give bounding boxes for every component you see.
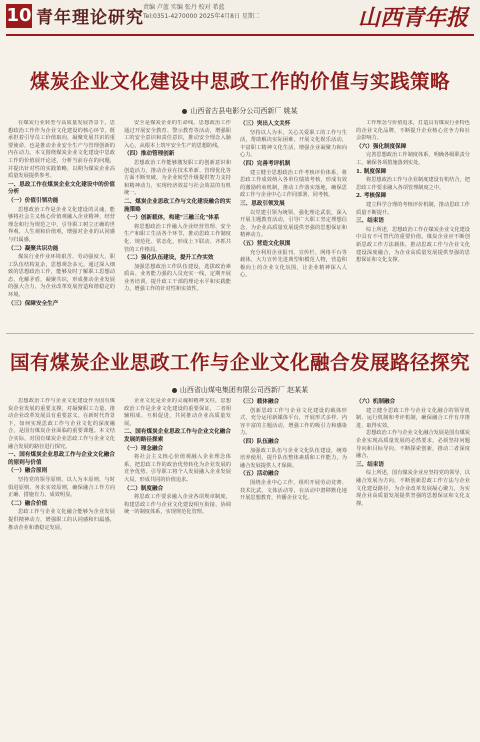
section-heading: （三）载体融合 <box>240 399 280 405</box>
article2-byline <box>0 385 480 395</box>
body-paragraph: 思政工作与企业文化融合能够为企业发展提供精神动力，增强职工的认同感和归属感，推动企业和谐稳定发展。 <box>8 509 115 531</box>
body-paragraph: 完善思想政治工作制度体系，明确各级职责分工，确保各项措施落到实处。 <box>356 152 470 166</box>
editor-info <box>143 3 260 21</box>
section-heading: （一）理念融合 <box>124 445 164 452</box>
header-rule <box>6 34 474 36</box>
section-heading: （三）突出人文关怀 <box>240 121 291 127</box>
section-heading: 三、结束语 <box>356 218 384 225</box>
body-paragraph: 煤炭行业作业环境艰苦、劳动强度大，职工队伍结构复杂，思想观念多元。通过深入细致的思想政治工作，能够及时了解职工思想动态，化解矛盾，凝聚共识，形成推动企业发展的强大合力，为企业改革发展营造和谐稳定的环境。 <box>8 254 115 299</box>
article1-column-1 <box>8 120 115 324</box>
section-title: 青年理论研究 <box>36 8 144 28</box>
body-paragraph: 工作理念与价值追求，打造具有煤炭行业特色的企业文化品牌，不断提升企业核心竞争力和社会影响力。 <box>356 120 470 142</box>
body-paragraph: 坚持党的领导原则、以人为本原则、与时俱进原则、务求实效原则，确保融合工作方向正确、措施有力、成效明显。 <box>8 476 115 499</box>
article1-title: 煤炭企业文化建设中思政工作的价值与实践策略 <box>29 70 450 93</box>
section-heading: （一）融合原则 <box>8 468 48 475</box>
body-paragraph: 建立健全思想政治工作考核评价体系，将思政工作成效纳入各单位绩效考核，形成有效的激励约束机制，推动工作落实落地，确保思政工作与企业中心工作同部署、同考核。 <box>240 169 347 199</box>
section-heading: 一、思政工作在煤炭企业文化建设中的价值分析 <box>8 181 115 196</box>
article2-author: 山西省山煤电集团有限公司西新厂 赵某某 <box>179 386 309 394</box>
bullet-icon <box>172 388 177 393</box>
section-heading: （六）机制融合 <box>356 399 396 405</box>
section-heading: （四）完善考评机制 <box>240 160 291 167</box>
body-paragraph: 思想政治工作能够激发职工的创新意识和创造活力，推动企业在技术革新、管理优化等方面不断突破，为企业转型升级提供智力支持和精神动力，实现经济效益与社会效益的有机统一。 <box>124 159 231 197</box>
article1-byline <box>0 106 480 116</box>
section-heading: （四）推动管理创新 <box>124 151 175 158</box>
section-heading: （六）强化制度保障 <box>356 143 407 150</box>
article2-title: 国有煤炭企业思政工作与企业文化融合发展路径探究 <box>9 351 470 374</box>
body-paragraph: 坚持以人为本，关心关爱职工的工作与生活，帮助解决实际困难，开展文化娱乐活动，丰富职工精神文化生活，增强企业凝聚力和向心力。 <box>240 129 347 159</box>
tel-date-line: Tel:0351-4270000 2025年4月8日 星期二 <box>143 13 260 20</box>
page-number: 10 <box>6 5 32 26</box>
body-paragraph: 以党建引领为统领，强化理论武装，深入开展主题教育活动，引导广大职工坚定理想信念，为企业高质量发展提供坚强的思想保证和精神动力。 <box>240 209 347 239</box>
article1-author: 山西省古县电影分公司西新厂 姚某 <box>190 107 298 115</box>
section-heading: （五）营造文化氛围 <box>240 240 291 247</box>
article1-column-4 <box>356 120 470 324</box>
body-paragraph: 创新思政工作与企业文化建设的载体形式，充分运用新媒体平台，开展形式多样、内容丰富的主题活动，增强工作的吸引力和感染力。 <box>240 407 347 437</box>
section-heading: （五）活动融合 <box>240 471 280 478</box>
article2-column-2 <box>124 398 231 736</box>
body-paragraph: 充分利用企业报刊、宣传栏、网络平台等载体，大力宣传先进典型和模范人物，营造积极向上的企业文化氛围，让企业精神深入人心。 <box>240 249 347 279</box>
article2-column-4 <box>356 398 470 736</box>
body-paragraph: 围绕企业中心工作，组织开展劳动竞赛、技术比武、文体活动等，在活动中潜移默化地开展思想教育，传播企业文化。 <box>240 479 347 502</box>
section-heading: （四）队伍融合 <box>240 438 280 445</box>
body-paragraph: 建立健全思政工作与企业文化融合的领导机制、运行机制和考评机制，确保融合工作有序推进、取得实效。 <box>356 407 470 429</box>
section-heading: （三）保障安全生产 <box>8 300 59 307</box>
section-heading: 三、结束语 <box>356 461 384 468</box>
body-paragraph: 加强思想政治工作队伍建设，选拔政治素质高、业务能力强的人员充实一线，定期开展业务培训，提升政工干部的理论水平和实践能力，增强工作的针对性和实效性。 <box>124 263 231 293</box>
section-heading: 三、思政引领发展 <box>240 200 285 207</box>
body-paragraph: 综上所述，国有煤炭企业应坚持党的领导，以融合发展为方向，不断创新思政工作方法与企业文化建设路径，为企业改革发展凝心聚力，为实现企业高质量发展提供坚强的思想保证和文化支撑。 <box>356 470 470 507</box>
section-heading: （二）凝聚共识功能 <box>8 245 59 252</box>
article-divider <box>6 333 474 334</box>
body-paragraph: 综上所述，思想政治工作在煤炭企业文化建设中具有不可替代的重要价值。煤炭企业应不断创新思政工作方法载体，推动思政工作与企业文化建设深度融合，为企业高质量发展提供坚强的思想保证和文化支撑。 <box>356 226 470 264</box>
body-paragraph: 将思想政治工作融入企业经营管理、安全生产和职工生活各个环节，推动思政工作制度化、规范化、常态化，形成上下联动、齐抓共管的工作格局。 <box>124 223 231 253</box>
body-paragraph: 建立科学合理的考核评价机制，推动思政工作质量不断提升。 <box>356 201 470 216</box>
body-paragraph: 将思政工作要求融入企业各项规章制度，构建思政工作与企业文化建设相互衔接、协调统一的制度体系，实现规范化管理。 <box>124 494 231 516</box>
section-heading: 二、国有煤炭企业思政工作与企业文化融合发展的路径探索 <box>124 429 231 443</box>
section-heading: 1. 制度保障 <box>356 168 387 175</box>
section-heading: （二）强化队伍建设，提升工作实效 <box>124 255 214 262</box>
section-heading: （二）制度融合 <box>124 485 164 492</box>
body-paragraph: 思想政治工作与企业文化融合发展是国有煤炭企业实现高质量发展的必然要求，必须坚持问题导向和目标导向，不断探索创新，推动二者深度融合。 <box>356 430 470 460</box>
article1-column-2 <box>124 120 231 324</box>
page-header <box>0 0 480 34</box>
body-paragraph: 思想政治工作是企业文化建设的灵魂，能够将社会主义核心价值观融入企业精神、经营理念和行为规范之中，引导职工树立正确的世界观、人生观和价值观，增强对企业的认同感与归属感。 <box>8 206 115 243</box>
bullet-icon <box>182 109 187 114</box>
article1-column-3 <box>240 120 347 324</box>
article2-column-1 <box>8 398 115 736</box>
section-heading: （一）创新载体，构建"三融三化"体系 <box>124 215 220 222</box>
article2-column-3 <box>240 398 347 736</box>
section-heading: 2. 考核保障 <box>356 193 387 200</box>
body-paragraph: 加强政工队伍与企业文化队伍建设，统筹培养使用，提升队伍整体素质和工作能力，为融合发展提供人才保障。 <box>240 447 347 469</box>
body-paragraph: 将思想政治工作与企业制度建设有机结合，把思政工作要求融入各项管理制度之中。 <box>356 177 470 191</box>
section-heading: （二）融合价值 <box>8 500 48 507</box>
editor-line: 责编 卢蓝 实编 张丹 校对 希蓝 <box>143 4 225 11</box>
body-paragraph: 思想政治工作与企业文化建设作为国有煤炭企业发展的重要支撑，对凝聚职工力量、推动企业改革发展具有重要意义。在新时代背景下，如何实现思政工作与企业文化的深度融合，是国有煤炭企业面临的重要课题。本文结合实际，对国有煤炭企业思政工作与企业文化融合发展的路径进行探究。 <box>8 398 115 450</box>
body-paragraph: 企业文化是企业的灵魂和精神支柱，思想政治工作是企业文化建设的重要保证，二者相辅相成、互相促进，共同推动企业高质量发展。 <box>124 398 231 427</box>
newspaper-logo: 山西青年报 <box>357 5 468 31</box>
section-heading: 二、煤炭企业思政工作与文化建设融合的实施策略 <box>124 198 231 213</box>
body-paragraph: 在煤炭行业转型与高质量发展背景下，思想政治工作作为企业文化建设的核心环节，既承担着引导员工价值取向、凝聚发展共识的重要使命，也是推动企业安全生产与管理创新的内在动力。本文围绕煤炭企业文化建设中思政工作的价值展开论述，分析当前存在的问题，并提出针对性的实践策略，以期为煤炭企业高质量发展提供参考。 <box>8 120 115 180</box>
body-paragraph: 安全是煤炭企业的生命线。思想政治工作通过开展安全教育、警示教育等活动，增强职工的安全意识和责任意识，推动安全理念入脑入心，从根本上筑牢安全生产的思想防线。 <box>124 120 231 149</box>
section-heading: 一、国有煤炭企业思政工作与企业文化融合的原则与价值 <box>8 452 115 466</box>
section-heading: （一）价值引领功能 <box>8 197 59 204</box>
body-paragraph: 将社会主义核心价值观融入企业理念体系，把思政工作的政治优势转化为企业发展的竞争优势，引导职工将个人发展融入企业发展大局，形成共同的价值追求。 <box>124 454 231 483</box>
